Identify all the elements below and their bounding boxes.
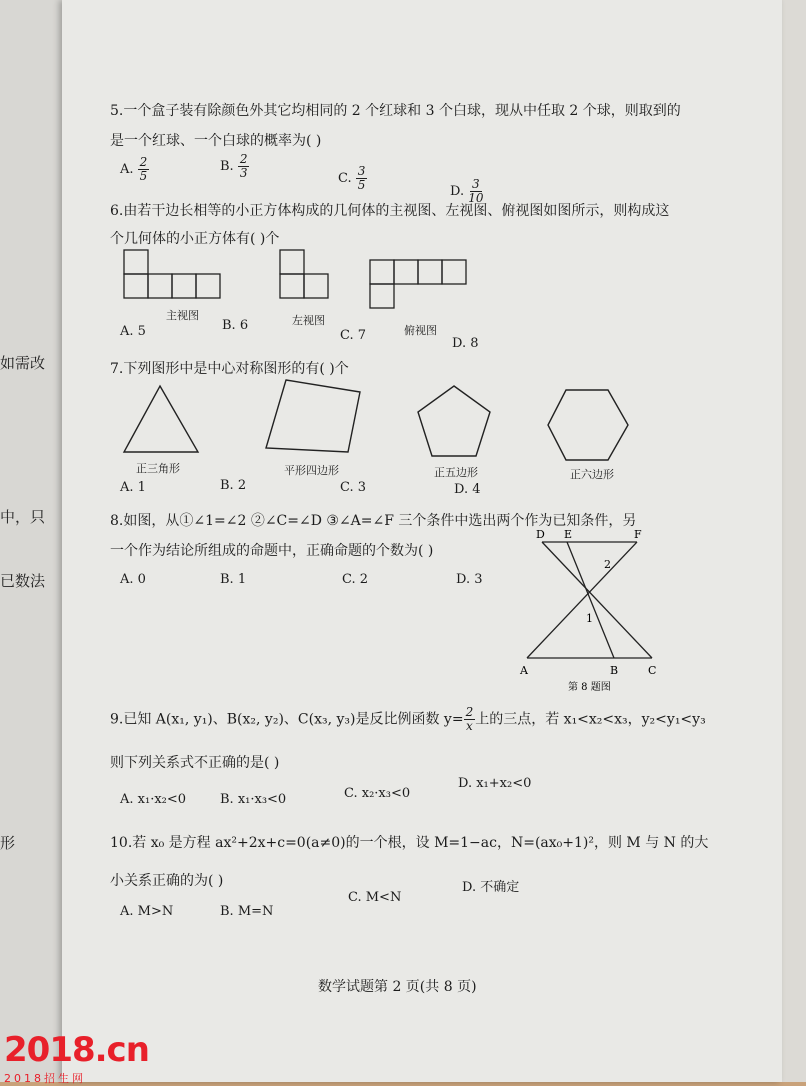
q7-option-a: A. 1 [120,480,146,495]
q7-option-b: B. 2 [220,478,247,493]
q6-option-c: C. 7 [340,328,367,343]
q6-option-a: A. 5 [120,324,146,339]
q7-pentagon-caption: 正五边形 [434,466,478,479]
q6-text-line1: 6.由若干边长相等的小正方体构成的几何体的主视图、左视图、俯视图如图所示，则构成这 [110,203,670,219]
watermark-main-text: 2018.cn [4,1030,149,1070]
q8-label-angle1: 1 [586,612,593,625]
q6-front-view-caption: 主视图 [166,309,199,322]
q6-option-b: B. 6 [222,318,249,333]
q8-label-b: B [610,664,619,677]
q10-option-c: C. M<N [348,890,402,905]
q5-text-line2: 是一个红球、一个白球的概率为( ) [110,133,322,149]
q5-option-d: D. $\frac{3}{10}$ [450,177,484,205]
q5-text-line1: 5.一个盒子装有除颜色外其它均相同的 2 个红球和 3 个白球，现从中任取 2 个球，则取到的 [110,103,681,119]
q6-left-view-caption: 左视图 [292,314,325,327]
q8-figure [512,526,672,696]
watermark-sub-text: 2018招生网 [4,1072,86,1085]
q8-label-e: E [564,528,573,541]
q9-option-c: C. x₂·x₃<0 [344,786,411,801]
q10-text-line1: 10.若 x₀ 是方程 ax²+2x+c=0(a≠0)的一个根，设 M=1−ac，N=(ax₀+1)²，则 M 与 N 的大 [110,835,709,851]
q9-text-line2: 则下列关系式不正确的是( ) [110,755,280,771]
q8-label-a: A [520,664,528,677]
exam-page [62,0,782,1082]
q9-option-d: D. x₁+x₂<0 [458,776,532,791]
q10-option-b: B. M=N [220,904,274,919]
q7-triangle [122,384,202,454]
q7-text-line1: 7.下列图形中是中心对称图形的有( )个 [110,361,349,377]
q5-option-a: A. $\frac{2}{5}$ [120,155,148,183]
q10-option-d: D. 不确定 [462,880,520,895]
q7-hexagon [546,388,630,462]
q8-label-c: C [648,664,657,677]
q5-option-c: C. $\frac{3}{5}$ [338,164,366,192]
q7-option-d: D. 4 [454,482,481,497]
q8-figure-caption: 第 8 题图 [568,682,611,693]
q6-front-view [124,250,224,306]
q7-hexagon-caption: 正六边形 [570,468,614,481]
q8-label-d: D [536,528,545,541]
q8-text-line2: 一个作为结论所组成的命题中，正确命题的个数为( ) [110,543,434,559]
q6-option-d: D. 8 [452,336,479,351]
q6-left-view [280,250,336,306]
page-footer: 数学试题第 2 页(共 8 页) [318,979,477,995]
q7-triangle-caption: 正三角形 [136,462,180,475]
left-page-text: 已数法 [0,572,46,590]
left-page-text: 如需改 [0,354,46,372]
left-page-text: 形 [0,834,16,852]
q9-option-a: A. x₁·x₂<0 [120,792,187,807]
q8-label-angle2: 2 [604,558,611,571]
q7-option-c: C. 3 [340,480,367,495]
q6-top-view [370,260,470,316]
q8-option-c: C. 2 [342,572,369,587]
q8-option-d: D. 3 [456,572,483,587]
q7-pentagon [414,384,494,460]
watermark-logo [4,1030,149,1086]
q8-label-f: F [634,528,642,541]
q9-text-line1: 9.已知 A(x₁, y₁)、B(x₂, y₂)、C(x₃, y₃)是反比例函数 y= $\frac{2}{x}$ 上的三点，若 x₁<x₂<x₃，y₂<y₁<y₃ [110,705,706,733]
q6-top-view-caption: 俯视图 [404,324,437,337]
q8-option-a: A. 0 [120,572,146,587]
q8-option-b: B. 1 [220,572,247,587]
q10-text-line2: 小关系正确的为( ) [110,873,224,889]
q10-option-a: A. M>N [120,904,174,919]
q9-option-b: B. x₁·x₃<0 [220,792,287,807]
q8-text-line1: 8.如图，从①∠1=∠2 ②∠C=∠D ③∠A=∠F 三个条件中选出两个作为已知条件，另 [110,513,637,529]
q7-parallelogram-caption: 平形四边形 [284,464,339,477]
q7-parallelogram [260,378,366,454]
left-page-text: 中，只 [0,508,46,526]
q5-option-b: B. $\frac{2}{3}$ [220,152,248,180]
q6-text-line2: 个几何体的小正方体有( )个 [110,231,280,247]
